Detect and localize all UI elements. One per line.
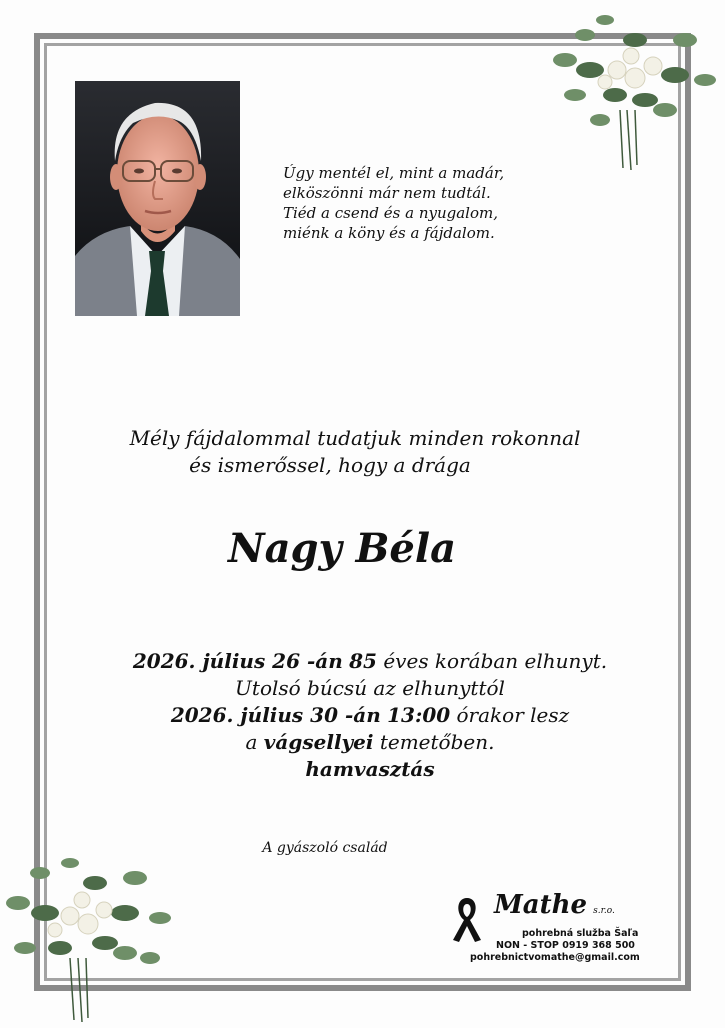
poem-line: Tiéd a csend és a nyugalom,	[283, 204, 498, 222]
company-suffix: s.r.o.	[593, 906, 615, 916]
announcement-line-1: Mély fájdalommal tudatjuk minden rokonnal	[129, 426, 581, 450]
place-suffix: temetőben.	[373, 730, 495, 754]
flower-bouquet-icon	[545, 0, 725, 175]
ceremony: hamvasztás	[305, 757, 435, 781]
announcement-line-2: és ismerőssel, hogy a drága	[189, 453, 471, 477]
portrait-photo	[75, 81, 240, 316]
company-service: pohrebná služba Šaľa	[522, 928, 639, 939]
company-name-text: Mathe	[494, 890, 588, 920]
company-email: pohrebnictvomathe@gmail.com	[470, 952, 640, 963]
ceremony-line	[70, 756, 670, 783]
poem-line: miénk a köny és a fájdalom.	[283, 224, 495, 242]
death-line	[70, 648, 670, 675]
place: vágsellyei	[263, 730, 374, 754]
company-name	[494, 890, 615, 926]
deceased-name: Nagy Béla	[228, 525, 456, 572]
poem-line: Úgy mentél el, mint a madár,	[283, 164, 505, 182]
funeral-time: 13:00	[387, 703, 451, 727]
funeral-date: 2026. július 30 -án	[170, 703, 381, 727]
mourning-ribbon-icon	[450, 894, 484, 944]
family-signature: A gyászoló család	[262, 840, 388, 856]
announcement	[100, 425, 610, 479]
funeral-details	[70, 648, 670, 783]
company-phone: NON - STOP 0919 368 500	[496, 940, 635, 951]
death-date: 2026. július 26 -án	[132, 649, 343, 673]
poem	[283, 163, 543, 243]
age-text: éves korában elhunyt.	[376, 649, 608, 673]
company-logo-block	[450, 888, 660, 968]
age: 85	[349, 649, 377, 673]
funeral-line	[70, 702, 670, 729]
poem-line: elköszönni már nem tudtál.	[283, 184, 491, 202]
flower-bouquet-icon	[0, 848, 180, 1024]
place-line	[70, 729, 670, 756]
farewell-intro: Utolsó búcsú az elhunyttól	[235, 676, 505, 700]
place-prefix: a	[245, 730, 264, 754]
time-suffix: órakor lesz	[450, 703, 570, 727]
